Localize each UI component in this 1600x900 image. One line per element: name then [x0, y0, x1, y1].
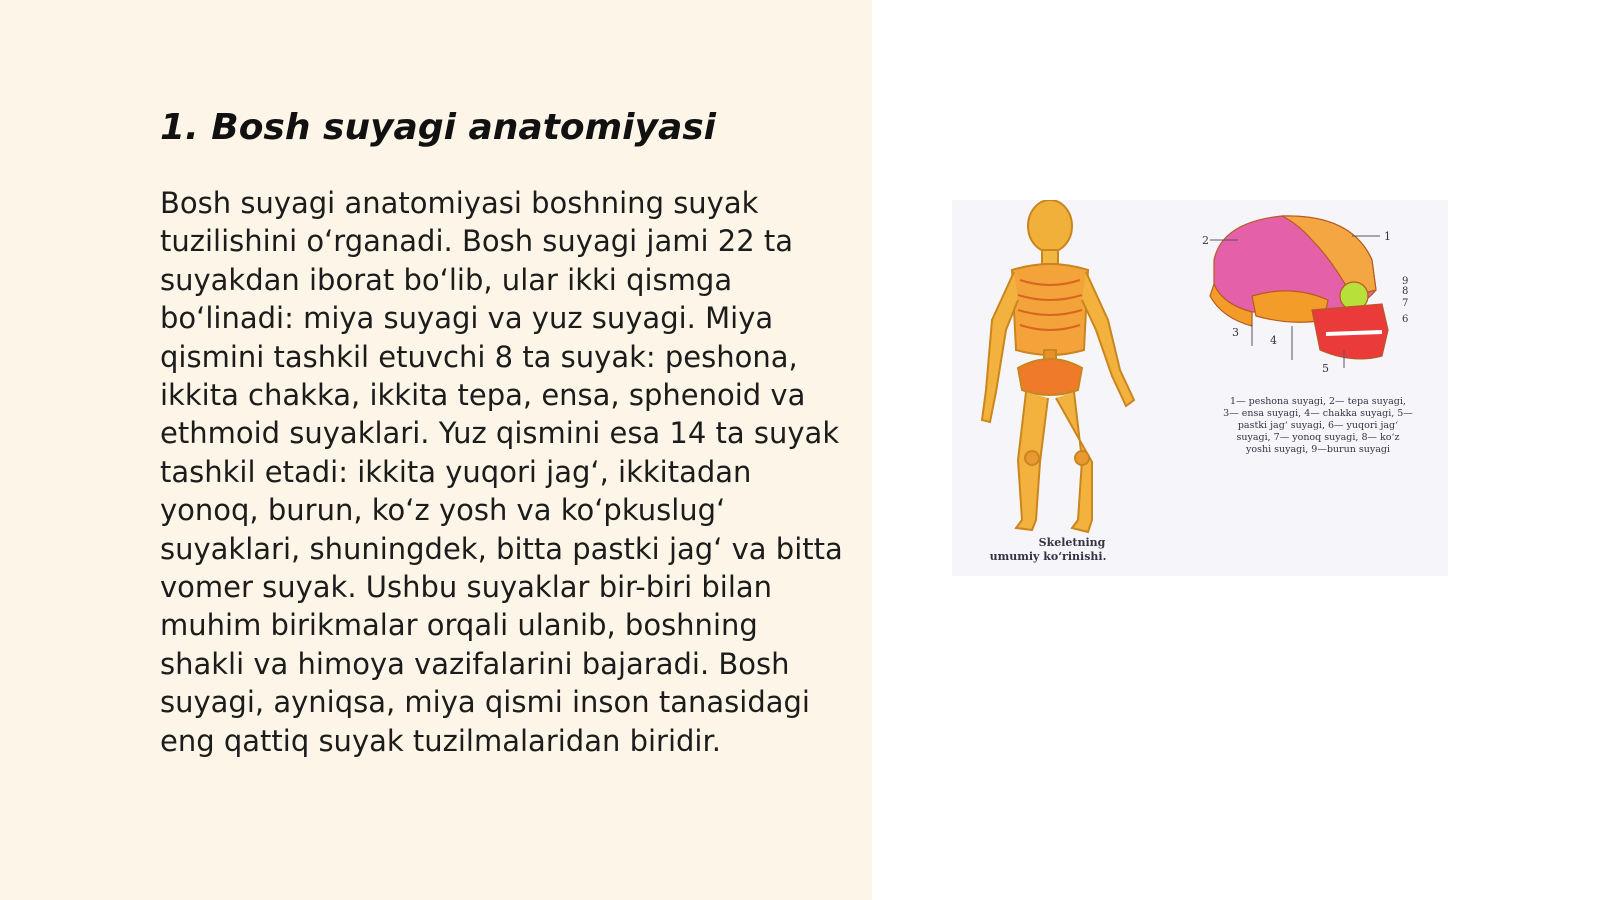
- legend-line-5: yoshi suyagi, 9—burun suyagi: [1245, 444, 1391, 455]
- skeleton-caption-line-1: Skeletning: [1038, 536, 1106, 549]
- legend-line-1: 1— peshona suyagi, 2— tepa suyagi,: [1230, 396, 1406, 407]
- legend-line-2: 3— ensa suyagi, 4— chakka suyagi, 5—: [1223, 408, 1413, 419]
- anatomy-figure: [952, 200, 1448, 576]
- skull-label-3: 3: [1232, 326, 1239, 339]
- skull-label-6: 6: [1402, 314, 1409, 325]
- legend-line-3: pastki jag‘ suyagi, 6— yuqori jag‘: [1237, 420, 1399, 431]
- skull-label-5: 5: [1322, 362, 1329, 375]
- legend-line-4: suyagi, 7— yonoq suyagi, 8— ko‘z: [1236, 432, 1400, 443]
- anatomy-illustration: [952, 200, 1448, 576]
- skeleton-caption-line-2: umumiy ko‘rinishi.: [989, 550, 1107, 563]
- skull-legend: [1223, 396, 1413, 455]
- skeleton-illustration: [982, 200, 1134, 532]
- slide-body-text: Bosh suyagi anatomiyasi boshning suyak tuzilishini o‘rganadi. Bosh suyagi jami 22 ta suyakdan iborat bo‘lib, ular ikki qismga bo‘linadi: miya suyagi va yuz suyagi. Miya qismini tashkil etuvchi 8 ta suyak: peshona, ikkita chakka, ikkita tepa, ensa, sphenoid va ethmoid suyaklari. Yuz qismini esa 14 ta suyak tashkil etadi: ikkita yuqori jag‘, ikkitadan yonoq, burun, ko‘z yosh va ko‘pkuslug‘ suyaklari, shuningdek, bitta pastki jag‘ va bitta vomer suyak. Ushbu suyaklar bir-biri bilan muhim birikmalar orqali ulanib, boshning shakli va himoya vazifalarini bajaradi. Bosh suyagi, ayniqsa, miya qismi inson tanasidagi eng qattiq suyak tuzilmalaridan biridir.: [160, 186, 843, 758]
- slide-title: 1. Bosh suyagi anatomiyasi: [160, 107, 717, 148]
- skull-label-4: 4: [1270, 334, 1277, 347]
- skull-label-8: 8: [1402, 286, 1409, 297]
- skull-label-2: 2: [1202, 234, 1209, 247]
- skull-label-1: 1: [1384, 230, 1391, 243]
- skull-label-7: 7: [1402, 298, 1409, 309]
- skull-label-9: 9: [1402, 276, 1409, 287]
